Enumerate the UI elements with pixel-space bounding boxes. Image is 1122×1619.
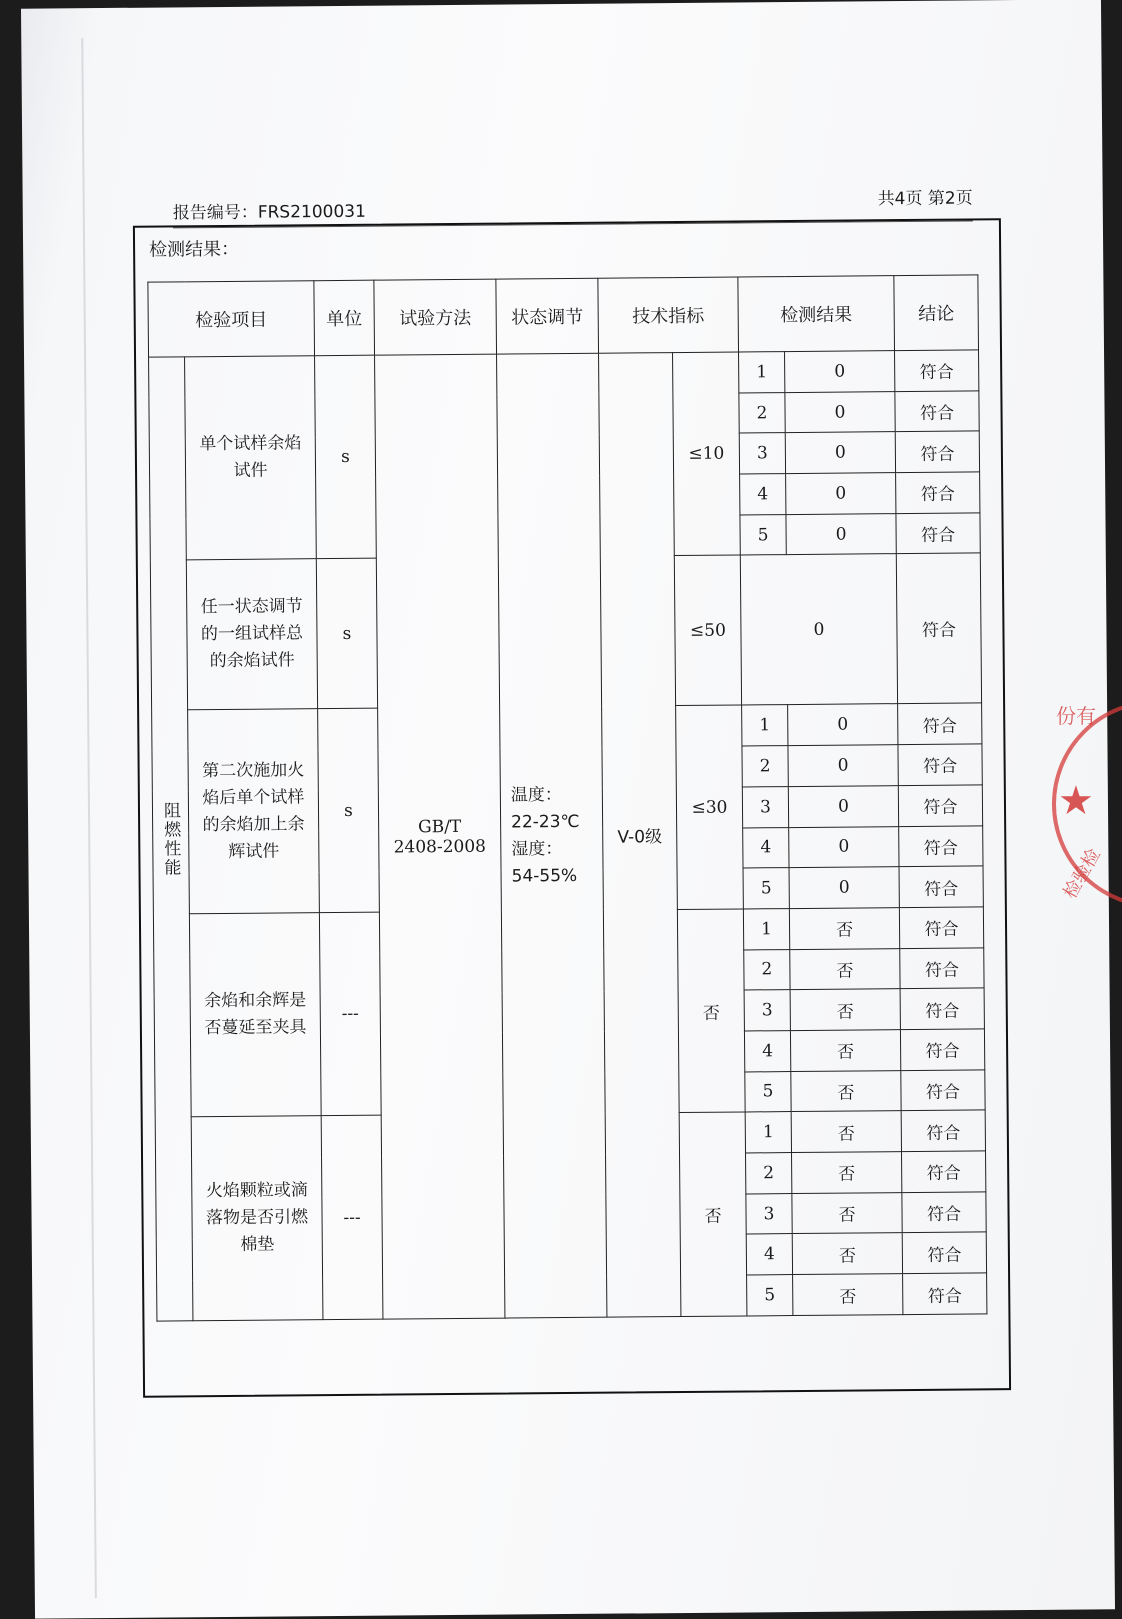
conclusion-cell: 符合	[895, 350, 979, 391]
sample-value: 否	[789, 907, 899, 949]
sample-value: 否	[790, 1030, 900, 1072]
sample-no: 1	[745, 1112, 791, 1153]
conclusion-cell: 符合	[899, 907, 983, 948]
conclusion-cell: 符合	[896, 472, 980, 513]
limit-cell: 否	[679, 1112, 747, 1316]
sample-value: 0	[785, 351, 895, 393]
limit-cell: 否	[677, 909, 745, 1113]
sample-value: 否	[792, 1233, 902, 1275]
sample-no: 5	[743, 868, 789, 909]
conclusion-cell: 符合	[895, 431, 979, 472]
sample-no: 5	[745, 1071, 791, 1112]
unit-cell: ---	[319, 912, 381, 1116]
conclusion-cell: 符合	[900, 988, 984, 1029]
unit-cell: ---	[321, 1115, 383, 1319]
item-cell: 余焰和余辉是否蔓延至夹具	[189, 913, 321, 1118]
sample-value: 0	[789, 826, 899, 868]
sample-no: 5	[747, 1275, 793, 1316]
conclusion-cell: 符合	[899, 825, 983, 866]
sample-value: 0	[788, 785, 898, 827]
conditioning-line: 湿度：	[511, 838, 563, 859]
conditioning-line: 54-55%	[511, 865, 578, 886]
company-seal	[1052, 700, 1122, 910]
item-cell: 第二次施加火焰后单个试样的余焰加上余辉试件	[188, 709, 320, 914]
sample-value: 0	[789, 867, 899, 909]
sample-value: 否	[790, 989, 900, 1031]
sample-no: 2	[739, 392, 785, 433]
sample-no: 3	[744, 990, 790, 1031]
sample-value: 否	[792, 1192, 902, 1234]
conclusion-cell: 符合	[902, 1192, 986, 1233]
conclusion-cell: 符合	[902, 1151, 986, 1192]
sample-no: 2	[742, 746, 788, 787]
report-page	[21, 0, 1115, 1619]
conclusion-cell: 符合	[896, 553, 981, 704]
sample-value: 0	[788, 745, 898, 787]
seal-text-top: 份有	[1056, 704, 1096, 728]
section-title: 检测结果：	[149, 238, 240, 261]
sample-no: 3	[746, 1193, 792, 1234]
unit-cell: s	[316, 559, 377, 710]
sample-no: 2	[746, 1153, 792, 1194]
sample-no: 5	[740, 514, 786, 555]
item-cell: 单个试样余焰试件	[185, 356, 317, 561]
sample-no: 1	[739, 352, 785, 393]
conclusion-cell: 符合	[900, 1029, 984, 1070]
conclusion-cell: 符合	[901, 1110, 985, 1151]
conditioning-cell	[497, 353, 607, 1318]
method-cell	[375, 354, 505, 1319]
page-edge-divider	[81, 38, 97, 1598]
header-spec: 技术指标	[598, 277, 739, 353]
sample-value: 否	[790, 948, 900, 990]
sample-value: 0	[786, 513, 896, 555]
header-unit: 单位	[314, 280, 375, 356]
header-conditioning: 状态调节	[496, 278, 599, 354]
report-number: 报告编号：FRS2100031	[172, 201, 366, 224]
conclusion-cell: 符合	[898, 703, 982, 744]
header-item: 检验项目	[148, 281, 315, 357]
conclusion-cell: 符合	[902, 1232, 986, 1273]
results-table	[147, 274, 987, 1321]
item-cell: 任一状态调节的一组试样总的余焰试件	[186, 559, 317, 710]
unit-cell: s	[318, 709, 380, 913]
category-cell: 阻燃性能	[149, 357, 193, 1321]
sample-value: 0	[785, 432, 895, 474]
sample-value: 否	[793, 1274, 903, 1316]
limit-cell: ≤30	[676, 705, 744, 909]
header-conclusion: 结论	[894, 275, 979, 351]
item-cell: 火焰颗粒或滴落物是否引燃棉垫	[191, 1116, 323, 1321]
sample-value: 0	[786, 473, 896, 515]
conclusion-cell: 符合	[903, 1273, 987, 1315]
header-result: 检测结果	[738, 276, 895, 352]
sample-value: 0	[788, 704, 898, 746]
conclusion-cell: 符合	[899, 866, 983, 907]
table-header-row	[148, 275, 979, 357]
conclusion-cell: 符合	[896, 513, 980, 554]
sample-no: 3	[739, 433, 785, 474]
sample-value: 否	[792, 1152, 902, 1194]
sample-no: 2	[744, 949, 790, 990]
sample-value: 0	[785, 391, 895, 433]
header-method: 试验方法	[374, 279, 497, 355]
sample-no: 1	[742, 705, 788, 746]
sample-no: 3	[742, 786, 788, 827]
total-value-cell: 0	[740, 554, 897, 705]
conditioning-line: 22-23℃	[511, 811, 580, 832]
conclusion-cell: 符合	[901, 1069, 985, 1110]
limit-cell: ≤50	[674, 555, 741, 706]
conditioning-line: 温度：	[510, 784, 562, 805]
method-line: 2408-2008	[393, 836, 487, 858]
results-frame	[133, 218, 1011, 1398]
sample-value: 否	[791, 1111, 901, 1153]
page-info: 共4页 第2页	[877, 188, 973, 210]
sample-no: 4	[740, 474, 786, 515]
conclusion-cell: 符合	[895, 391, 979, 432]
conclusion-cell: 符合	[898, 785, 982, 826]
sample-no: 1	[743, 908, 789, 949]
limit-cell: ≤10	[673, 352, 741, 556]
sample-no: 4	[743, 827, 789, 868]
conclusion-cell: 符合	[898, 744, 982, 785]
table-row	[149, 350, 979, 398]
conclusion-cell: 符合	[900, 947, 984, 988]
sample-no: 4	[746, 1234, 792, 1275]
method-line: GB/T	[417, 816, 462, 837]
star-icon: ★	[1058, 778, 1094, 824]
sample-no: 4	[744, 1031, 790, 1072]
grade-cell: V-0级	[599, 353, 681, 1318]
sample-value: 否	[791, 1070, 901, 1112]
unit-cell: s	[315, 355, 377, 559]
seal-text-bottom: 检验检	[1059, 845, 1105, 903]
